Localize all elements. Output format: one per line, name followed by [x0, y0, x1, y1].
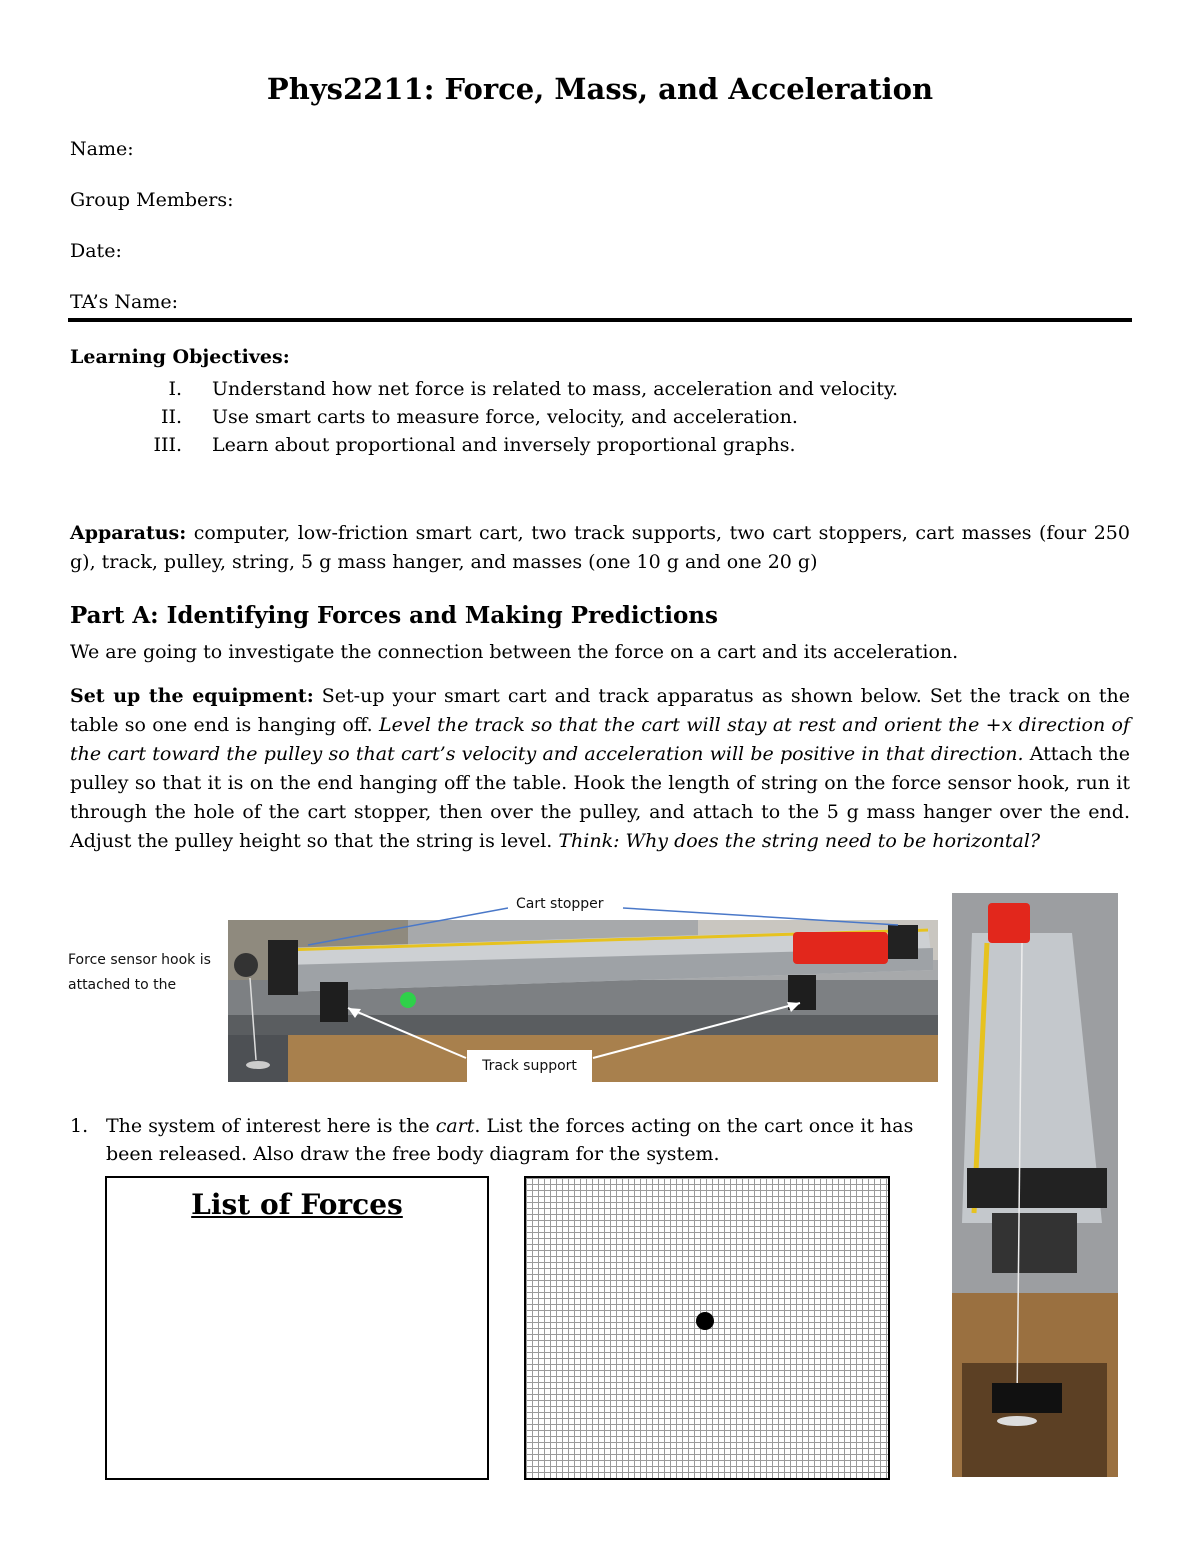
learning-objectives-heading: Learning Objectives:: [70, 346, 290, 368]
setup-paragraph: [70, 682, 1130, 856]
objective-item: [70, 378, 1070, 406]
setup-text-2: Attach the pulley so that it is on the end hanging off the table. Hook the length of string on the force sensor hook, run it through the hole of the cart stopper, then over the pulley, and attach to the 5 g mass hanger over the end. Adjust the pulley height so that the string is level.: [70, 743, 1130, 852]
part-a-heading: Part A: Identifying Forces and Making Predictions: [70, 602, 718, 629]
part-a-intro: We are going to investigate the connection between the force on a cart and its acceleration.: [70, 641, 959, 663]
objective-text: Learn about proportional and inversely proportional graphs.: [212, 434, 796, 456]
objectives-list: [70, 378, 1070, 468]
force-sensor-label: Force sensor hook is attached to the: [68, 952, 211, 993]
objective-number: III.: [153, 434, 182, 456]
ta-name-field-label: TA’s Name:: [70, 291, 179, 313]
cart-stopper-label: Cart stopper: [508, 894, 612, 914]
objective-number: II.: [160, 406, 182, 428]
track-support-label: Track support: [467, 1050, 592, 1082]
question-text: The system of interest here is the cart. List the forces acting on the cart once it has been released. Also draw the free body diagram for the system.: [106, 1115, 914, 1165]
header-divider: [68, 318, 1132, 322]
group-members-field-label: Group Members:: [70, 189, 234, 211]
setup-text-italic: Level the track so that the cart will stay at rest and orient the +x direction of the cart toward the pulley so that cart’s velocity and acceleration will be positive in that direction.: [70, 714, 1130, 765]
question-number: 1.: [70, 1115, 89, 1137]
objective-text: Use smart carts to measure force, velocity, and acceleration.: [212, 406, 798, 428]
apparatus-text: computer, low-friction smart cart, two track supports, two cart stoppers, cart masses (four 250 g), track, pulley, string, 5 g mass hanger, and masses (one 10 g and one 20 g): [70, 522, 1130, 573]
objective-item: [70, 434, 1070, 462]
setup-think-question: Think: Why does the string need to be horizontal?: [558, 830, 1041, 852]
list-of-forces-box[interactable]: [105, 1176, 489, 1480]
side-view-photo: [952, 893, 1118, 1477]
objective-item: [70, 406, 1070, 434]
apparatus-paragraph: [70, 519, 1130, 577]
name-field-label: Name:: [70, 138, 134, 160]
setup-label: Set up the equipment:: [70, 685, 314, 707]
page-title: Phys2211: Force, Mass, and Acceleration: [266, 72, 934, 106]
date-field-label: Date:: [70, 240, 122, 262]
list-of-forces-title: List of Forces: [191, 1188, 403, 1221]
system-point-dot: [696, 1312, 714, 1330]
apparatus-label: Apparatus:: [70, 522, 187, 544]
setup-text-1: Set-up your smart cart and track apparatus as shown below. Set the track on the table so one end is hanging off.: [70, 685, 1131, 736]
objective-number: I.: [168, 378, 182, 400]
objective-text: Understand how net force is related to mass, acceleration and velocity.: [212, 378, 899, 400]
